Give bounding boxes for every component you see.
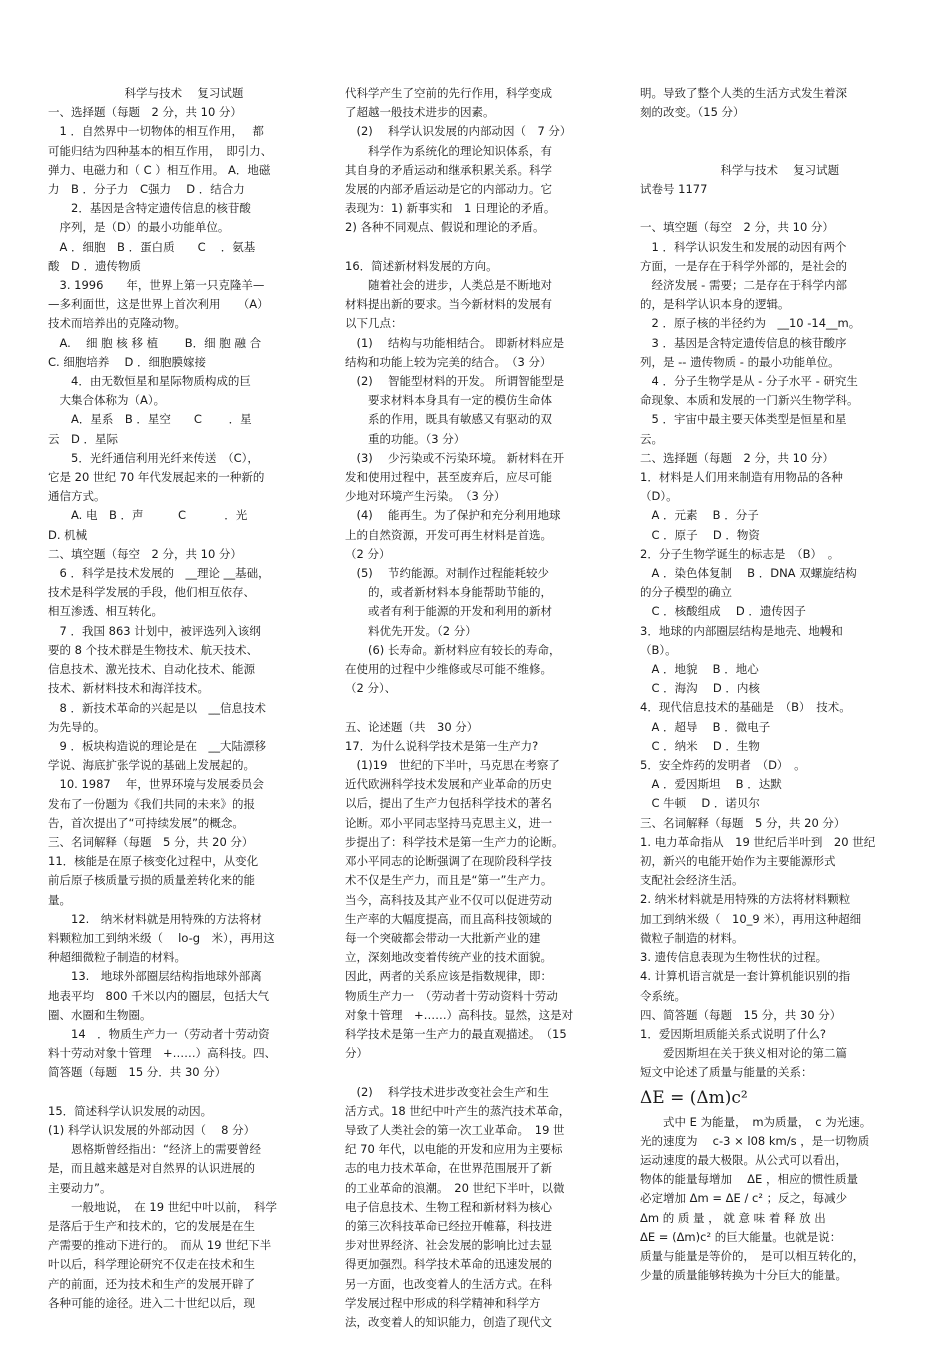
text-line: 微粒子制造的材料。 [640, 930, 744, 945]
text-line: A ．染色体复制 B ．DNA 双螺旋结构 [640, 566, 857, 581]
text-line: 学发展过程中形成的科学精神和科学方 [345, 1295, 541, 1310]
text-line: D. 机械 [48, 527, 88, 542]
text-line: 地表平均 800 千米以内的圈层，包括大气 [48, 988, 270, 1003]
text-line: 加工到纳米级（ 10_9 米），再用这种超细 [640, 911, 862, 926]
text-line: 4 ．分子生物学是从 - 分子水平 - 研究生 [640, 374, 858, 388]
text-line: 表现为：1) 新事实和 1 日理论的矛盾。 [345, 201, 556, 216]
text-line: 技术、新材料技术和海洋技术。 [48, 681, 209, 696]
text-line: (2) 科学技术进步改变社会生产和生 [345, 1084, 549, 1099]
text-line: 其自身的矛盾运动和继承积累关系。科学 [345, 162, 552, 177]
text-line: 近代欧洲科学技术发展和产业革命的历史 [345, 777, 552, 792]
text-line: 随着社会的进步，人类总是不断地对 [345, 278, 552, 293]
text-line: 酸 D ．遗传物质 [48, 258, 142, 273]
text-line: 各种可能的途径。进入二十世纪以后，现 [48, 1295, 255, 1310]
text-line: 13. 地球外部圈层结构指地球外部离 [48, 969, 262, 984]
text-line: 短文中论述了质量与能量的关系： [640, 1065, 813, 1080]
text-line: C ．原子 D ．物资 [640, 527, 760, 542]
blank-line [640, 122, 902, 141]
text-line: 产需要的推动下进行的。 而从 19 世纪下半 [48, 1238, 272, 1253]
text-line: 3 ．基因是含特定遗传信息的核苷酸序 [640, 335, 847, 350]
text-line: 运动速度的最大极限。从公式可以看出， [640, 1152, 847, 1167]
text-line: 物质生产力一 （劳动者十劳动资料十劳动 [345, 988, 558, 1003]
text-line: C ．纳米 D ．生物 [640, 738, 760, 753]
text-line: C 牛顿 D ．诺贝尔 [640, 796, 760, 811]
text-line: (5) 节约能源。对制作过程能耗较少 [345, 566, 549, 581]
text-line: （D）。 [640, 489, 678, 504]
text-line: 10. 1987 年，世界环境与发展委员会 [48, 777, 264, 792]
text-line: (4) 能再生。为了保护和充分利用地球 [345, 508, 561, 523]
text-line: 15．简述科学认识发展的动因。 [48, 1103, 213, 1118]
text-line: 术不仅是生产力，而且是“第一”生产力。 [345, 873, 553, 888]
text-line: 二、选择题（每题 2 分，共 10 分） [640, 450, 834, 465]
text-line: 16．简述新材料发展的方向。 [345, 258, 498, 273]
text-line: C. 细胞培养 D ．细胞膜嫁接 [48, 354, 207, 369]
text-line: 电子信息技术、生物工程和新材料为核心 [345, 1199, 552, 1214]
text-line: 1．爱因斯坦质能关系式说明了什么? [640, 1026, 826, 1041]
text-line: (3) 少污染或不污染环境。 新材料在开 [345, 450, 565, 465]
text-line: 2. 纳米材料就是用特殊的方法将材料颗粒 [640, 892, 851, 907]
text-line: 前后原子核质量亏损的质量差转化来的能 [48, 873, 255, 888]
text-line: 发布了一份题为《我们共同的未来》的报 [48, 796, 255, 811]
text-line: 令系统。 [640, 988, 686, 1003]
text-line: 料十劳动对象十管理 +……）高科技。四、 [48, 1046, 277, 1061]
text-line: A ．地貌 B ．地心 [640, 662, 759, 677]
text-line: 立，深刻地改变着传统产业的技术面貌。 [345, 950, 552, 965]
text-line: 经济发展 - 需要；二是存在于科学内部 [640, 277, 847, 292]
text-line: A ．超导 B ．微电子 [640, 719, 771, 734]
text-line: (6) 长寿命。新材料应有较长的寿命， [345, 642, 561, 657]
text-line: A ．细胞 B ．蛋白质 C ．氨基 [48, 239, 256, 254]
text-line: 告，首次提出了“可持续发展”的概念。 [48, 815, 244, 830]
text-line: 要求材料本身具有一定的模仿生命体 [345, 393, 552, 408]
text-line: 2．基因是含特定遗传信息的核苷酸 [48, 201, 251, 216]
blank-line [345, 1063, 613, 1082]
text-line: 4．现代信息技术的基础是 （B） 技术。 [640, 700, 851, 715]
text-line: 法，改变着人的知识能力，创造了现代文 [345, 1314, 552, 1329]
text-line: 5．光纤通信利用光纤来传送 （C）， [48, 450, 259, 465]
text-line: 云。 [640, 431, 663, 446]
column-left [48, 84, 320, 1313]
text-line: 5 ．宇宙中最主要天体类型是恒星和星 [640, 412, 847, 427]
text-line: 8 ．新技术革命的兴起是以 __信息技术 [48, 700, 266, 715]
blank-line [345, 698, 613, 717]
text-line: 论断。邓小平同志坚持马克思主义，进一 [345, 815, 552, 830]
text-line: 学说、海底扩张学说的基础上发展起的。 [48, 758, 255, 773]
text-line: 步提出了：科学技术是第一生产力的论断。 [345, 834, 564, 849]
text-line: 简答题（每题 15 分．共 30 分） [48, 1065, 227, 1080]
text-line: 初，新兴的电能开始作为主要能源形式 [640, 854, 836, 869]
text-line: 少地对环境产生污染。 （3 分） [345, 489, 506, 504]
text-line: 一、填空题（每空 2 分，共 10 分） [640, 220, 834, 235]
text-line: 在使用的过程中少维修或尽可能不维修。 [345, 662, 552, 677]
text-line: 种超细微粒子制造的材料。 [48, 950, 186, 965]
text-line: 它是 20 世纪 70 年代发展起来的一种新的 [48, 470, 265, 485]
text-line: 17．为什么说科学技术是第一生产力? [345, 738, 539, 753]
text-line: 活方式。18 世纪中叶产生的蒸汽技术革命， [345, 1103, 571, 1118]
text-line: 3. 1996 年，世界上第一只克隆羊— [48, 278, 265, 293]
text-line: 质量与能量是等价的， 是可以相互转化的， [640, 1248, 865, 1263]
text-line: 三、名词解释（每题 5 分，共 20 分） [48, 834, 254, 849]
column-middle [345, 84, 613, 1332]
text-line: 命现象、本质和发展的一门新兴生物学科。 [640, 393, 859, 408]
text-line: 爱因斯坦在关于狭义相对论的第二篇 [640, 1046, 847, 1061]
text-line: 以后，提出了生产力包括科学技术的著名 [345, 796, 552, 811]
text-line: 的工业革命的浪潮。 20 世纪下半叶，以微 [345, 1180, 565, 1195]
text-line: 步对世界经济、社会发展的影响比过去显 [345, 1238, 552, 1253]
text-line: 的，或者新材料本身能帮助节能的， [345, 585, 552, 600]
text-line: 2 ．原子核的半径约为 __10 -14__m。 [640, 316, 861, 331]
text-line: 恩格斯曾经指出：“经济上的需要曾经 [48, 1142, 261, 1157]
text-line: 志的电力技术革命，在世界范围展开了新 [345, 1161, 552, 1176]
text-line: 力 B ．分子力 C强力 D ．结合力 [48, 182, 245, 197]
text-line: 的分子模型的确立 [640, 585, 732, 600]
text-line: 大集合体称为（A）。 [48, 393, 166, 408]
text-line: C ．海沟 D ．内核 [640, 681, 760, 696]
text-line: 叶以后，科学理论研究不仅走在技术和生 [48, 1257, 255, 1272]
text-line: (2) 科学认识发展的内部动因（ 7 分） [345, 124, 572, 139]
text-line: 3. 遗传信息表现为生物性状的过程。 [640, 950, 828, 965]
text-line: 或者有利于能源的开发和利用的新材 [345, 604, 552, 619]
text-line: A．星系 B ．星空 C ．星 [48, 412, 252, 427]
text-line: 当今，高科技及其产业不仅可以促进劳动 [345, 892, 552, 907]
text-line: C ．核酸组成 D ．遗传因子 [640, 604, 806, 619]
text-line: 纪 70 年代，以电能的开发和应用为主要标 [345, 1142, 563, 1157]
text-line: 5．安全炸药的发明者 （D） 。 [640, 758, 806, 773]
text-line: ΔE = (Δm)c² 的巨大能量。也就是说： [640, 1229, 842, 1244]
text-line: 云 D ．星际 [48, 431, 119, 446]
text-line: 14 ．物质生产力一（劳动者十劳动资 [48, 1026, 270, 1041]
text-line: 材料提出新的要求。当今新材料的发展有 [345, 297, 552, 312]
text-line: 以下几点： [345, 316, 403, 331]
text-line: 1. 电力革命指从 19 世纪后半叶到 20 世纪 [640, 834, 876, 849]
text-line: 信息技术、激光技术、自动化技术、能源 [48, 662, 255, 677]
text-line: A. 电 B ．声 C ．光 [48, 508, 248, 523]
text-line: 产的前面，还为技术和生产的发展开辟了 [48, 1276, 255, 1291]
text-line: 主要动力”。 [48, 1180, 112, 1195]
text-line: 光的速度为 c-3 × l08 km/s ，是一切物质 [640, 1133, 870, 1148]
text-line: Δm 的 质 量 ， 就 意 味 着 释 放 出 [640, 1210, 826, 1225]
text-line: 2) 各种不同观点、假说和理论的矛盾。 [345, 220, 545, 235]
text-line: (2) 智能型材料的开发。 所谓智能型是 [345, 374, 565, 389]
text-line: 了超越一般技术进步的因素。 [345, 105, 495, 120]
text-line: 得更加强烈。科学技术革命的迅速发展的 [345, 1257, 552, 1272]
blank-line [48, 1083, 320, 1102]
text-line: 一、选择题（每题 2 分，共 10 分） [48, 105, 242, 120]
text-line: —多利面世，这是世界上首次利用 （A） [48, 297, 269, 312]
text-line: 技术而培养出的克隆动物。 [48, 316, 186, 331]
blank-line [345, 238, 613, 257]
text-line: 9 ．板块构造说的理论是在 __大陆漂移 [48, 738, 266, 753]
text-line: 量。 [48, 892, 71, 907]
text-line: （2 分）、 [345, 681, 397, 696]
text-line: 1．材料是人们用来制造有用物品的各种 [640, 470, 843, 485]
text-line: 列，是 -- 遗传物质 - 的最小功能单位。 [640, 354, 840, 369]
text-line: (1) 科学认识发展的外部动因（ 8 分） [48, 1122, 256, 1137]
text-line: 科学技术是第一生产力的最直观描述。 （15 [345, 1026, 567, 1041]
doc-title: 科学与技术 复习试题 [124, 86, 244, 100]
text-line: 是，而且越来越是对自然界的认识进展的 [48, 1161, 255, 1176]
text-line: 少量的质量能够转换为十分巨大的能量。 [640, 1268, 847, 1283]
text-line: 料颗粒加工到纳米级（ lo-g 米），再用这 [48, 930, 275, 945]
text-line: 必定增加 Δm = ΔE / c² ；反之，每减少 [640, 1191, 848, 1206]
text-line: 四、简答题（每题 15 分，共 30 分） [640, 1007, 842, 1022]
text-line: 是落后于生产和技术的，它的发展是在生 [48, 1218, 255, 1233]
text-line: 的，是科学认识本身的逻辑。 [640, 297, 790, 312]
text-line: A. 细 胞 核 移 植 B．细 胞 融 合 [48, 335, 262, 350]
text-line: (1) 结构与功能相结合。 即新材料应是 [345, 335, 565, 350]
text-line: 1 ．自然界中一切物体的相互作用， 都 [48, 124, 264, 139]
text-line: 发展的内部矛盾运动是它的内部动力。它 [345, 182, 552, 197]
text-line: 2．分子生物学诞生的标志是 （B） 。 [640, 546, 840, 561]
text-line: 式中 E 为能量， m为质量， c 为光速。 [640, 1114, 872, 1129]
formula-line: ΔE = (Δm)c² [640, 1087, 748, 1108]
text-line: 每一个突破都会带动一大批新产业的建 [345, 930, 541, 945]
text-line: （2 分） [345, 546, 391, 561]
text-line: 3．地球的内部圈层结构是地壳、地幔和 [640, 623, 843, 638]
text-line: 另一方面，也改变着人的生活方式。在科 [345, 1276, 552, 1291]
text-line: 通信方式。 [48, 489, 106, 504]
text-line: 4．由无数恒星和星际物质构成的巨 [48, 374, 251, 389]
text-line: 为先导的。 [48, 719, 106, 734]
text-line: (1)19 世纪的下半叶，马克思在考察了 [345, 758, 560, 773]
text-line: 方面，一是存在于科学外部的，是社会的 [640, 258, 847, 273]
text-line: 4. 计算机语言就是一套计算机能识别的指 [640, 969, 851, 984]
text-line: 试卷号 1177 [640, 181, 708, 196]
text-line: 系的作用，既具有敏感又有驱动的双 [345, 412, 552, 427]
blank-line [640, 142, 902, 161]
text-line: 二、填空题（每空 2 分，共 10 分） [48, 546, 242, 561]
text-line: 6 ．科学是技术发展的 __理论 __基础， [48, 566, 270, 581]
text-line: 11．核能是在原子核变化过程中，从变化 [48, 854, 259, 869]
text-line: 技术是科学发展的手段，他们相互依存、 [48, 585, 255, 600]
text-line: 科学与技术 复习试题 [640, 162, 840, 177]
text-line: 五、论述题（共 30 分） [345, 719, 479, 734]
text-line: A ．爱因斯坦 B ．达默 [640, 777, 782, 792]
text-line: 刻的改变。（15 分） [640, 105, 745, 120]
text-line: 结构和功能上较为完美的结合。 （3 分） [345, 354, 552, 369]
text-line: 明。导致了整个人类的生活方式发生着深 [640, 86, 847, 100]
text-line: 支配社会经济生活。 [640, 873, 744, 888]
text-line: 代科学产生了空前的先行作用，科学变成 [345, 86, 552, 100]
text-line: 相互渗透、相互转化。 [48, 604, 163, 619]
text-line: 一般地说， 在 19 世纪中叶以前， 科学 [48, 1199, 277, 1214]
blank-line [640, 199, 902, 218]
text-line: 1 ．科学认识发生和发展的动因有两个 [640, 239, 847, 254]
text-line: 的第三次科技革命已经拉开帷幕，科技进 [345, 1218, 552, 1233]
text-line: 三、名词解释（每题 5 分，共 20 分） [640, 815, 846, 830]
text-line: 分） [345, 1046, 368, 1061]
text-line: 对象十管理 +……）高科技。显然，这是对 [345, 1007, 574, 1022]
text-line: 料优先开发。（2 分） [345, 623, 477, 638]
column-right [640, 84, 902, 1285]
text-line: 圈、水圈和生物圈。 [48, 1007, 152, 1022]
text-line: 因此，两者的关系应该是指数规律，即： [345, 969, 552, 984]
text-line: 弹力、电磁力和（ C ）相互作用。 A．地磁 [48, 162, 271, 177]
text-line: 物体的能量每增加 ΔE ，相应的惯性质量 [640, 1172, 858, 1187]
text-line: 上的自然资源，开发可再生材料是首选。 [345, 527, 552, 542]
text-line: 可能归结为四种基本的相互作用， 即引力、 [48, 143, 273, 158]
text-line: 导致了人类社会的第一次工业革命。 19 世 [345, 1122, 565, 1137]
text-line: 邓小平同志的论断强调了在现阶段科学技 [345, 854, 552, 869]
text-line: 12. 纳米材料就是用特殊的方法将材 [48, 911, 262, 926]
text-line: 序列，是（D）的最小功能单位。 [48, 220, 230, 235]
text-line: 要的 8 个技术群是生物技术、航天技术、 [48, 642, 259, 657]
text-line: 重的功能。（3 分） [345, 431, 466, 446]
text-line: 生产率的大幅度提高，而且高科技领域的 [345, 911, 552, 926]
text-line: A ．元素 B ．分子 [640, 508, 759, 523]
text-line: 科学作为系统化的理论知识体系，有 [345, 143, 552, 158]
text-line: 发和使用过程中，甚至废弃后，应尽可能 [345, 470, 552, 485]
text-line: 7 ．我国 863 计划中，被评选列入该纲 [48, 623, 261, 638]
text-line: （B）。 [640, 642, 677, 657]
